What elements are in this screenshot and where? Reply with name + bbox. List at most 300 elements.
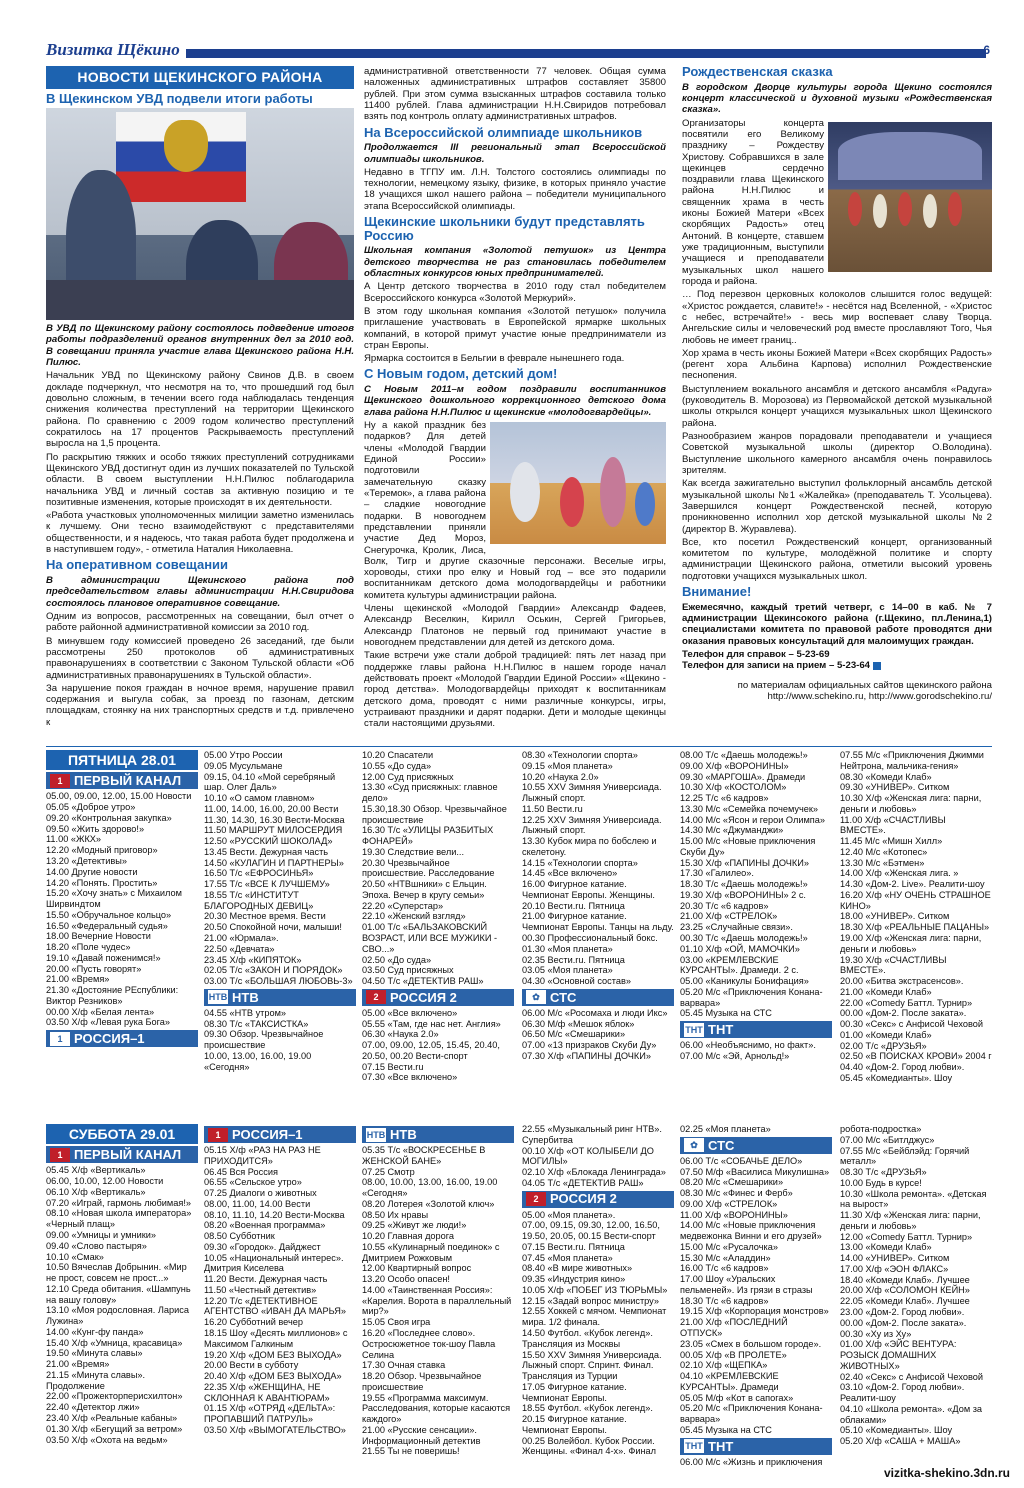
tv-fri-col5 (680, 750, 832, 1118)
channel-name: РОССИЯ 2 (390, 989, 457, 1005)
programme-line: 18.20 «Поле чудес» (46, 942, 131, 953)
programme-line: 10.00 Будь в курсе! (840, 1177, 922, 1188)
programme-line: 04.10 «КРЕМЛЕВСКИЕ КУРСАНТЫ». Драмеди (680, 1371, 779, 1392)
programme-line: 13.20 Особо опасен! (362, 1274, 450, 1285)
programme-line: 04.40 «Дом-2. Город любви». (840, 1062, 965, 1073)
programme-line: 08.00, 10.00, 13.00, 16.00, 19.00 «Сегодня» (362, 1177, 498, 1199)
programme-line: 10.55 «До суда» (362, 760, 432, 771)
programme-line: 11.50 Вести.ru (522, 803, 583, 814)
programme-line: 13.20 «Детективы» (46, 855, 127, 866)
programme-line: 12.10 Среда обитания. «Шампунь на вашу голову» (46, 1283, 191, 1305)
programme-line: 18.40 «Комеди Клаб». Лучшее (840, 1274, 970, 1285)
programme-line: 01.30 Х/ф «Бегущий за ветром» (46, 1423, 183, 1434)
programme-line: 06.00 М/с «Росомаха и люди Икс» (522, 1007, 668, 1018)
paragraph: Все, кто посетил Рождественский концерт, организованный комитетом по культуре, молодёжной политике и спорту администрации Щекинского района, отметили высокий уровень подготовки учащихся музыкальных школ. (682, 536, 992, 582)
programme-line: 10.50 Вячеслав Добрынин. «Мир не прост, совсем не прост...» (46, 1262, 187, 1284)
programme-line: 05.45 «Комедианты». Шоу (840, 1072, 953, 1083)
article-title-meeting: На оперативном совещании (46, 557, 229, 573)
programme-line: 14.00 «УНИВЕР». Ситком (840, 1253, 950, 1264)
programme-line: 19.10 «Давай поженимся!» (46, 952, 161, 963)
performer (923, 194, 937, 228)
channel-header (362, 989, 514, 1006)
tv-sat-col1 (46, 1124, 198, 1448)
channel-name: СТС (708, 1137, 735, 1153)
channel-header (204, 1126, 356, 1143)
programme-line: 09.30 «Городок». Дайджест (204, 1241, 321, 1252)
programme-line: 10.55 ХХV Зимняя Универсиада. Лыжный спорт. (522, 782, 662, 804)
source-urls: http://www.schekino.ru, http://www.gorodschekino.ru/ (767, 690, 992, 702)
programme-line: 10.20 «Наука 2.0» (522, 771, 599, 782)
programme-line: 18.30 Т/с «6 кадров» (680, 1295, 769, 1306)
programme-line: 09.20 «Контрольная закупка» (46, 812, 172, 823)
programme-line: 07.00 М/с «Эй, Арнольд!» (680, 1050, 790, 1061)
programme-line: 13.00 «Комеди Клаб» (840, 1242, 932, 1253)
programme-line: 08.50 Их нравы (362, 1209, 429, 1220)
programme-line: 00.25 Волейбол. Кубок России. Женщины. «Финал 4-х». Финал (522, 1435, 656, 1457)
programme-line: 06.45 Вся Россия (204, 1166, 278, 1177)
programme-line: 19.55 «Программа максимум. Расследования, которые касаются каждого» (362, 1392, 511, 1425)
programme-line: 19.20 Х/ф «ДОМ БЕЗ ВЫХОДА» (204, 1349, 342, 1360)
footer-url: vizitka-shekino.3dn.ru (883, 1465, 1010, 1480)
lead: Продолжается III региональный этап Всероссийской олимпиады школьников. (364, 142, 666, 165)
programme-line: 06.55 «Сельское утро» (204, 1177, 302, 1188)
lead: С Новым 2011–м годом поздравили воспитанников Щекинского дошкольного коррекционного детского дома глава района Н.Н.Пилюс и щекинские «молодогвардейцы». (364, 384, 666, 418)
programme-line: 08.30 Т/с «ТАКСИСТКА» (204, 1018, 309, 1029)
programme-line: 20.30 Чрезвычайное происшествие. Расследование (362, 857, 495, 879)
article-title-new-year: С Новым годом, детский дом! (364, 366, 558, 382)
programme-list (204, 1145, 356, 1436)
programme-line: 17.05 Фигурное катание. Чемпионат Европы. (522, 1381, 627, 1403)
channel-logo-icon: ✿ (684, 1138, 704, 1152)
programme-line: 00.30 «Ху из Ху» (840, 1328, 912, 1339)
programme-line: 22.50 «Девчата» (204, 943, 275, 954)
programme-line: 10.30 «Школа ремонта». «Детская на вырост» (840, 1188, 987, 1210)
programme-line: 20.00 Х/ф «СОЛОМОН КЕЙН» (840, 1285, 970, 1296)
photo-children-party (490, 422, 666, 544)
programme-list (204, 1008, 356, 1073)
programme-line: 07.00, 09.00, 12.05, 15.45, 20.40, 20.50, 00.20 Вести-спорт (362, 1040, 500, 1061)
channel-name: РОССИЯ–1 (232, 1126, 303, 1142)
programme-line: 20.00 «Пусть говорят» (46, 963, 142, 974)
emblem-image (164, 120, 208, 172)
programme-line: 20.00 «Битва экстрасенсов». (840, 976, 964, 987)
figure-snow (510, 462, 540, 522)
programme-line: 15.00 М/с «Новые приключения Скуби Ду» (680, 836, 816, 857)
programme-line: 00.05 Х/ф «В ПРОЛЕТЕ» (680, 1349, 787, 1360)
programme-line: 01.00 Х/ф «ЭЙС ВЕНТУРА: РОЗЫСК ДОМАШНИХ ЖИВОТНЫХ» (840, 1339, 957, 1371)
paragraph: Ну а какой праздник без подарков? Для детей члены «Молодой Гвардии Единой России» подготовили замечательную сказку «Теремок», а глава района – сладкие новогодние подарки. В новогоднем представлении приняли участие Дед Мороз, Снегурочка, Кролик, Лиса, Волк, Тигр и другие сказочные персонажи. Веселые игры, хороводы, стихи про елку и Новый год – все это подарили воспитанникам детского дома молодогвардейцы и работники комитета культуры администрации района. (364, 420, 666, 601)
paragraph: Разнообразием жанров порадовали преподаватели и учащиеся Советской музыкальной школы (директор О.Володина). Выступление школьного камерного ансамбля очень понравилось зрителям. (682, 431, 992, 476)
performer (898, 192, 912, 226)
programme-line: 12.55 Хоккей с мячом. Чемпионат мира. 1/2 финала. (522, 1306, 667, 1328)
programme-line: 21.00 «Русские сенсации». Информационный детектив (362, 1424, 481, 1446)
programme-line: 02.10 Х/ф «ЩЕПКА» (680, 1360, 768, 1371)
programme-line: 07.55 М/с «Бейблэйд: Горячий металл» (840, 1145, 970, 1167)
programme-line: 05.05 М/ф «Кот в сапогах» (680, 1392, 794, 1403)
programme-list (522, 1124, 674, 1189)
programme-line: 05.45 Х/ф «Вертикаль» (46, 1165, 146, 1176)
programme-line: 16.20 Х/ф «НУ ОЧЕНЬ СТРАШНОЕ КИНО» (840, 889, 991, 911)
programme-line: 08.20 М/с «Смешарики» (680, 1177, 784, 1188)
programme-line: 11.00 «ЖКХ» (46, 834, 102, 845)
column-2 (364, 66, 666, 742)
channel-logo-icon: 2 (366, 990, 386, 1004)
programme-line: 20.30 Т/с «6 кадров» (680, 900, 769, 911)
tv-divider (46, 746, 992, 747)
programme-line: 11.30, 14.30, 16.30 Вести-Москва (204, 814, 345, 825)
programme-line: 05.45 Музыка на СТС (680, 1424, 772, 1435)
programme-line: 07.00, 09.15, 09.30, 12.00, 16.50, 19.50, 20.05, 00.15 Вести-спорт (522, 1220, 660, 1242)
programme-line: 05.00 «Все включено» (362, 1007, 458, 1018)
tv-sat-col4 (522, 1124, 674, 1457)
programme-line: 13.45 Вести. Дежурная часть (204, 846, 329, 857)
programme-line: 06.10 Х/ф «Вертикаль» (46, 1186, 146, 1197)
programme-line: 09.15 «Моя планета» (522, 760, 613, 771)
programme-line: 08.10 «Новая школа императора» (46, 1208, 192, 1219)
programme-line: 19.30 Х/ф «СЧАСТЛИВЫ ВМЕСТЕ». (840, 954, 947, 976)
programme-line: 17.55 Т/с «ВСЕ К ЛУЧШЕМУ» (204, 879, 330, 890)
paragraph: … Под перезвон церковных колоколов слышится голос ведущей: «Христос рождается, славите!» - несётся над Вселенной, - «Христос с небес, встречайте!» - весь мир воспевает славу Творца. Ангельские силы и человеческий род вместе прославляют Того, Чья любовь не имеет границ.. (682, 289, 992, 346)
programme-line: 04.50 Т/с «ДЕТЕКТИВ РАШ» (362, 976, 484, 987)
programme-list (362, 1008, 514, 1083)
programme-line: 07.00 «13 призраков Скуби Ду» (522, 1040, 657, 1051)
programme-line: 15.00 М/с «Русалочка» (680, 1241, 778, 1252)
programme-line: 12.15 «Задай вопрос министру» (522, 1295, 659, 1306)
programme-line: 17.30 «Галилео». (680, 868, 754, 879)
channel-name: СТС (550, 989, 577, 1005)
tv-sat-col3 (362, 1124, 514, 1457)
programme-line: 09.30 «УНИВЕР». Ситком (840, 782, 950, 793)
programme-line: 11.50 «Честный детектив» (204, 1284, 317, 1295)
programme-list (840, 1124, 992, 1447)
programme-line: робота-подростка» (840, 1124, 922, 1134)
programme-list (46, 1165, 198, 1445)
programme-line: 15.50 ХХV Зимняя Универсиада. Лыжный спорт. Спринт. Финал. Трансляция из Турции (522, 1349, 662, 1382)
column-3 (682, 62, 992, 742)
programme-line: 19.00 Х/ф «Женская лига: парни, деньги и любовь» (840, 933, 982, 954)
programme-line: 18.55 Т/с «ИНСТИТУТ БЛАГОРОДНЫХ ДЕВИЦ» (204, 889, 314, 911)
programme-line: 18.15 Шоу «Десять миллионов» с Максимом Галкиным (204, 1328, 348, 1349)
programme-line: 07.30 Х/ф «ПАПИНЫ ДОЧКИ» (522, 1050, 651, 1061)
programme-line: 06.00 М/с «Жизнь и приключения (680, 1456, 823, 1467)
programme-line: 12.25 Т/с «6 кадров» (680, 793, 769, 804)
tv-fri-col6 (840, 750, 992, 1118)
programme-line: 09.00 «Умницы и умники» (46, 1229, 156, 1240)
programme-line: 23.00 «Дом-2. Город любви». (840, 1307, 965, 1318)
channel-name: ТНТ (708, 1022, 734, 1038)
tv-fri-col4 (522, 750, 674, 1118)
channel-logo-icon: НТВ (208, 992, 228, 1003)
programme-line: 06.00 Т/с «СОБАЧЬЕ ДЕЛО» (680, 1155, 803, 1166)
performer (848, 192, 862, 226)
programme-line: 15.50 «Обручальное кольцо» (46, 909, 172, 920)
programme-line: 03.00 «КРЕМЛЕВСКИЕ КУРСАНТЫ». Драмеди. 2 с. (680, 954, 799, 976)
programme-list (840, 750, 992, 1084)
programme-line: 05.00, 09.00, 12.00, 15.00 Новости (46, 791, 192, 802)
programme-line: 09.35 «Индустрия кино» (522, 1274, 626, 1285)
photo-uvd-meeting (46, 108, 354, 320)
programme-line: 07.45 «Моя планета» (522, 1252, 613, 1263)
masthead-bar (186, 49, 986, 58)
programme-line: 23.40 Х/ф «Реальные кабаны» (46, 1412, 178, 1423)
channel-logo-icon: 1 (50, 1032, 70, 1046)
programme-line: 10.00, 13.00, 16.00, 19.00 «Сегодня» (204, 1050, 312, 1072)
programme-line: 03.05 «Моя планета» (522, 965, 613, 976)
paragraph: административной ответственности 77 человек. Общая сумма наложенных административных штрафов составляет 35800 рублей. При этом сумма взысканных штрафов составила только 11400 рублей. Глава администрации Н.Н.Свиридов потребовал взять под контроль оплату административных штрафов. (364, 66, 666, 123)
programme-line: 02.35 Вести.ru. Пятница (522, 954, 625, 965)
programme-line: 21.00 «Юрмала». (204, 933, 279, 944)
programme-line: 16.50 Т/с «ЕФРОСИНЬЯ» (204, 868, 314, 879)
programme-line: 16.50 «Федеральный судья» (46, 920, 168, 931)
paragraph: В этом году школьная компания «Золотой петушок» получила приглашение участвовать в Европейской ярмарке школьных компаний, в которой примут участие юные предприниматели из стран Европы. (364, 305, 666, 351)
programme-line: 18.55 Футбол. «Кубок легенд». (522, 1403, 653, 1414)
programme-line: 05.05 «Доброе утро» (46, 802, 136, 813)
programme-line: 02.25 «Моя планета» (680, 1124, 771, 1134)
programme-line: 02.50 «В ПОИСКАХ КРОВИ» 2004 г (840, 1051, 992, 1062)
channel-name: НТВ (390, 1126, 417, 1142)
paragraph: Хор храма в честь иконы Божией Матери «Всех скорбящих Радость» (регент хора Альбина Карпова) исполнил Рождественские песнопения. (682, 347, 992, 382)
logo: Визитка Щёкино (46, 40, 180, 59)
programme-line: 09.25 «Живут же люди!» (362, 1220, 467, 1231)
paragraph: Начальник УВД по Щекинскому району Свинов Д.В. в своем докладе подчеркнул, что несмотря на то, что прошедший год был довольно сложным, в течении всего года наблюдалась тенденция снижения количества преступлений на территории Щекинского района. По сравнению с 2009 годом количество преступлений сократилось на 17 процентов Раскрываемость преступлений выросла на 1,5 процента. (46, 370, 354, 450)
programme-line: 06.00, 10.00, 12.00 Новости (46, 1176, 164, 1187)
programme-line: 14.15 «Технологии спорта» (522, 857, 638, 868)
programme-line: 08.30 «Технологии спорта» (522, 750, 638, 760)
day-header-saturday: СУББОТА 29.01 (46, 1124, 198, 1144)
programme-line: 08.20 Лотерея «Золотой ключ» (362, 1198, 495, 1209)
channel-logo-icon: НТВ (366, 1129, 386, 1140)
photo-concert (828, 122, 992, 272)
tv-fri-col2 (204, 750, 356, 1118)
programme-line: 16.00 Т/с «6 кадров» (680, 1263, 769, 1274)
programme-line: «Черный плащ» (46, 1219, 115, 1230)
programme-line: 03.50 Х/ф «ВЫМОГАТЕЛЬСТВО» (204, 1424, 346, 1435)
programme-line: 00.10 Х/ф «ОТ КОЛЫБЕЛИ ДО МОГИЛЫ» (522, 1145, 654, 1167)
programme-line: 12.20 «Модный приговор» (46, 845, 158, 856)
channel-name: ПЕРВЫЙ КАНАЛ (74, 773, 182, 789)
programme-line: 00.30 «Секс» с Анфисой Чеховой (840, 1019, 983, 1030)
programme-line: 10.05 «Национальный интерес». Дмитрия Киселева (204, 1252, 344, 1274)
programme-line: 02.05 Т/с «ЗАКОН И ПОРЯДОК» (204, 965, 343, 976)
channel-logo-icon: ТНТ (685, 1024, 703, 1035)
programme-line: 18.00 «УНИВЕР». Ситком (840, 911, 950, 922)
programme-line: 22.00 «Прожекторперисхилтон» (46, 1391, 183, 1402)
programme-line: 17.00 Шоу «Уральских пельменей». Из грязи в стразы (680, 1274, 813, 1295)
programme-line: 15.20 «Хочу знать» с Михаилом Ширвиндтом (46, 888, 182, 910)
programme-line: 15.05 Своя игра (362, 1317, 431, 1328)
programme-line: 11.50 МАРШРУТ МИЛОСЕРДИЯ (204, 825, 343, 836)
programme-line: 14.00 Другие новости (46, 866, 138, 877)
channel-name: ТНТ (708, 1438, 734, 1454)
programme-line: 12.25 ХХV Зимняя Универсиада. Лыжный спорт. (522, 814, 662, 836)
programme-line: 22.40 «Детектор лжи» (46, 1402, 140, 1413)
programme-line: 01.10 Х/ф «ОЙ, МАМОЧКИ» (680, 943, 800, 954)
programme-line: 16.20 «Последнее слово». Остросюжетное ток-шоу Павла Селина (362, 1328, 496, 1360)
programme-list (522, 750, 674, 987)
page-number: 6 (983, 43, 990, 57)
paragraph: Организаторы концерта посвятили его Великому празднику – Рождеству Христову. Собравшихся в зале щекинцев сердечно поздравили глава Щекинского района Н.Н.Пилюс и священник храма в честь иконы Божией Матери «Всех скорбящих Радость» отец Антоний. В концерте, ставшем уже традиционным, выступили учащиеся и преподаватели музыкальных школ нашего города и района. (682, 117, 824, 287)
performer (873, 194, 887, 228)
programme-line: 05.00 Утро России (204, 750, 283, 760)
column-1 (46, 66, 354, 742)
programme-line: 20.40 Х/ф «ДОМ БЕЗ ВЫХОДА» (204, 1371, 342, 1382)
programme-list (46, 791, 198, 1028)
programme-line: 05.45 Музыка на СТС (680, 1008, 772, 1019)
programme-line: 21.00 «Комеди Клаб» (840, 986, 932, 997)
programme-line: 12.00 «Comedy Баттл. Турнир» (840, 1231, 973, 1242)
channel-name: РОССИЯ–1 (74, 1031, 145, 1047)
photo-caption: В УВД по Щекинскому району состоялось подведение итогов работы подразделений органов внутренних дел за 2010 год. В совещании приняла участие глава Щекинского района Н.Н. Пилюс. (46, 323, 354, 369)
article-title-olympiad: На Всероссийской олимпиаде школьников (364, 124, 643, 140)
programme-line: 15.30 М/с «Аладдин» (680, 1252, 771, 1263)
programme-line: 20.50 «НТВшники» с Ельцин. Эпоха. Вечер в кругу семьи» (362, 879, 487, 900)
table-image (46, 280, 354, 320)
programme-line: 22.35 Х/ф «ЖЕНЩИНА, НЕ СКЛОННАЯ К АВАНТЮРАМ» (204, 1381, 330, 1403)
channel-header (680, 1438, 832, 1455)
paragraph: Одним из вопросов, рассмотренных на совещании, был отчет о работе районной административной комиссии за 2010 год. (46, 610, 354, 634)
programme-line: 08.40 «В мире животных» (522, 1263, 633, 1274)
programme-line: 11.00, 14.00, 16.00, 20.00 Вести (204, 803, 339, 814)
programme-line: 20.00 Вести в субботу (204, 1360, 299, 1371)
programme-list (680, 1124, 832, 1135)
programme-line: 01.00 «Комеди Клаб» (840, 1029, 932, 1040)
programme-line: 21.00 Х/ф «СТРЕЛОК» (680, 911, 778, 922)
programme-line: 21.00 Фигурное катание. Чемпионат Европы. Танцы на льду. 00.30 Профессиональный бокс. (522, 911, 674, 944)
paragraph: По раскрытию тяжких и особо тяжких преступлений сотрудниками Щекинского УВД достигнут один из лучших показателей по Тульской области. В своем выступлении Н.Н.Пилюс поблагодарила начальника УВД и личный состав за активную позицию и те позитивные изменения, которые происходят в их деятельности. (46, 451, 354, 508)
channel-name: РОССИЯ 2 (550, 1191, 617, 1207)
programme-line: 22.55 «Музыкальный ринг НТВ». Супербитва (522, 1124, 662, 1145)
programme-line: 05.10 «Комедианты». Шоу (840, 1425, 953, 1436)
programme-line: 14.00 «Таинственная Россия»: «Карелия. Ворота в параллельный мир?» (362, 1284, 512, 1317)
programme-line: 11.20 Вести. Дежурная часть (204, 1274, 328, 1285)
programme-line: 18.00 Вечерние Новости (46, 931, 151, 942)
programme-line: 18.30 Х/ф «РЕАЛЬНЫЕ ПАЦАНЫ» (840, 922, 990, 933)
programme-line: 02.00 Т/с «ДРУЗЬЯ» (840, 1040, 927, 1051)
programme-line: 03.50 Х/ф «Охота на ведьм» (46, 1434, 168, 1445)
article-title-attention: Внимание! (682, 584, 752, 600)
programme-line: 09.00 Х/ф «СТРЕЛОК» (680, 1198, 778, 1209)
programme-line: 14.00 «Кунг-фу панда» (46, 1326, 144, 1337)
section-banner: НОВОСТИ ЩЕКИНСКОГО РАЙОНА (46, 66, 354, 89)
programme-line: 20.15 Фигурное катание. Чемпионат Европы. (522, 1414, 627, 1435)
programme-line: 10.20 Спасатели (362, 750, 434, 760)
programme-line: 05.15 Х/ф «РАЗ НА РАЗ НЕ ПРИХОДИТСЯ» (204, 1145, 321, 1166)
programme-line: 02.40 «Секс» с Анфисой Чеховой (840, 1371, 983, 1382)
programme-line: 00.00 «Дом-2. После заката». (840, 1008, 967, 1019)
programme-list (680, 1457, 832, 1468)
channel-header (680, 1021, 832, 1038)
programme-line: 08.30 М/с «Финес и Ферб» (680, 1188, 793, 1199)
programme-line: 05.20 М/с «Приключения Конана-варвара» (680, 986, 823, 1008)
programme-line: 12.50 «РУССКИЙ ШОКОЛАД» (204, 836, 333, 847)
programme-line: 06.00 «Необъяснимо, но факт». (680, 1040, 816, 1051)
programme-line: 07.15 Вести.ru. Пятница (522, 1241, 625, 1252)
square-icon (873, 662, 881, 670)
programme-line: 21.00 Х/ф «ПОСЛЕДНИЙ ОТПУСК» (680, 1317, 788, 1339)
channel-logo-icon: 1 (208, 1128, 228, 1142)
masthead (46, 42, 996, 62)
programme-line: 03.10 «Дом-2. Город любви». Реалити-шоу (840, 1382, 965, 1404)
figure-pink (600, 457, 626, 527)
programme-line: 21.30 «Достояние РЕспублики: Виктор Резников» (46, 985, 179, 1006)
programme-line: 12.20 Т/с «ДЕТЕКТИВНОЕ АГЕНТСТВО «ИВАН ДА МАРЬЯ» (204, 1295, 346, 1317)
programme-line: 04.10 «Школа ремонта». «Дом за облаками» (840, 1403, 983, 1425)
programme-line: 13.30 «Суд присяжных: главное дело» (362, 782, 498, 804)
programme-line: 02.50 «До суда» (362, 954, 432, 965)
programme-line: 20.50 Спокойной ночи, малыши! (204, 922, 342, 933)
programme-line: 21.00 «Время» (46, 974, 110, 985)
programme-line: 14.00 М/с «Ясон и герои Олимпа» (680, 814, 825, 825)
channel-logo-icon: 1 (50, 1148, 70, 1162)
programme-line: 03.50 Х/ф «Левая рука Бога» (46, 1017, 170, 1028)
paragraph: Такие встречи уже стали доброй традицией: пять лет назад при поддержке главы района Н.Н.Пилюс в нашем городе начал действовать проект «Молодой Гвардии Единой России» «Щекино - город детства». Молодогвардейцы приходят к воспитанникам детского дома, проводят с ними различные конкурсы, игры, устраивают праздники и дарят подарки. Дети и молодые щекинцы стали настоящими друзьями. (364, 650, 666, 730)
tv-fri-col3 (362, 750, 514, 1118)
programme-line: 08.10, 11.10, 14.20 Вести-Москва (204, 1209, 345, 1220)
programme-list (204, 750, 356, 987)
programme-list (522, 1210, 674, 1458)
programme-line: 09.15, 04.10 «Мой серебряный шар. Олег Даль» (204, 771, 336, 793)
channel-header (46, 772, 198, 789)
lead: В администрации Щекинского района под председательством главы администрации Н.Н.Свиридова состоялось плановое оперативное совещание. (46, 575, 354, 609)
programme-line: 23.45 Х/ф «КИПЯТОК» (204, 954, 302, 965)
channel-logo-icon: 1 (50, 774, 70, 788)
programme-line: 07.00 М/с «Битлджус» (840, 1134, 935, 1145)
programme-line: 10.10 «О самом главном» (204, 793, 315, 804)
programme-line: 21.55 Ты не поверишь! (362, 1446, 460, 1457)
source-line: по материалам официальных сайтов щекинского района (737, 679, 992, 691)
programme-line: 10.10 «Смак» (46, 1251, 104, 1262)
programme-line: 09.30 «МАРГОША». Драмеди (680, 771, 806, 782)
programme-line: 16.20 Субботний вечер (204, 1317, 303, 1328)
programme-line: 05.20 М/с «Приключения Конана-варвара» (680, 1403, 823, 1425)
channel-logo-icon: ТНТ (685, 1441, 703, 1452)
programme-line: 18.30 Т/с «Даешь молодежь!» (680, 879, 808, 890)
programme-line: 23.05 «Смех в большом городе». (680, 1338, 822, 1349)
programme-line: 19.30 Следствие вели... (362, 846, 465, 857)
programme-line: 08.20 «Военная программа» (204, 1220, 326, 1231)
tv-sat-col2 (204, 1124, 356, 1448)
article-title-uvd: В Щекинском УВД подвели итоги работы (46, 90, 313, 106)
programme-line: 14.30 «Дом-2. Live». Реалити-шоу (840, 879, 985, 890)
programme-line: 13.10 «Моя родословная. Лариса Лужина» (46, 1305, 189, 1327)
programme-line: 18.20 Обзор. Чрезвычайное происшествие (362, 1371, 482, 1392)
programme-line: 09.00 Х/ф «ВОРОНИНЫ» (680, 760, 789, 771)
programme-line: 07.25 Смотр (362, 1166, 415, 1177)
programme-line: 09.50 «Жить здорово!» (46, 823, 145, 834)
programme-list (362, 750, 514, 987)
tv-sat-col6 (840, 1124, 992, 1448)
programme-line: 10.30 Х/ф «Женская лига: парни, деньги и любовь» (840, 793, 982, 814)
programme-line: 22.05 «Комеди Клаб». Лучшее (840, 1296, 970, 1307)
paragraph: Ярмарка состоится в Бельгии в феврале нынешнего года. (364, 353, 625, 365)
programme-line: 23.25 «Случайные связи». (680, 922, 793, 933)
programme-line: 07.25 Диалоги о животных (204, 1188, 317, 1199)
programme-line: 14.50 «КУЛАГИН И ПАРТНЕРЫ» (204, 857, 344, 868)
stage-arch (838, 132, 982, 180)
programme-line: 06.30 М/ф «Мешок яблок» (522, 1018, 635, 1029)
programme-line: 10.20 Главная дорога (362, 1231, 455, 1242)
programme-line: 14.30 М/с «Джуманджи» (680, 825, 784, 836)
programme-line: 19.15 Х/ф «Корпорация монстров» (680, 1306, 829, 1317)
programme-line: 00.00 «Дом-2. После заката». (840, 1317, 967, 1328)
paragraph: Как всегда зажигательно выступил фольклорный ансамбль детской музыкальной школы №1 «Жалейка» (преподаватель Т. Усольцева). Завершился концерт Рождественской песней, которую проникновенно исполнил хор детской музыкальной школы №2 (директор В. Журавлева). (682, 478, 992, 535)
paragraph: А Центр детского творчества в 2010 году стал победителем Всероссийского конкурса «Золотой Меркурий». (364, 281, 666, 304)
programme-line: 17.30 Очная ставка (362, 1360, 446, 1371)
programme-line: 03.50 Суд присяжных (362, 965, 454, 976)
programme-line: 13.30 М/с «Семейка почемучек» (680, 803, 819, 814)
programme-line: 22.00 «Comedy Баттл. Турнир» (840, 997, 973, 1008)
programme-line: 21.00 «Время» (46, 1359, 110, 1370)
